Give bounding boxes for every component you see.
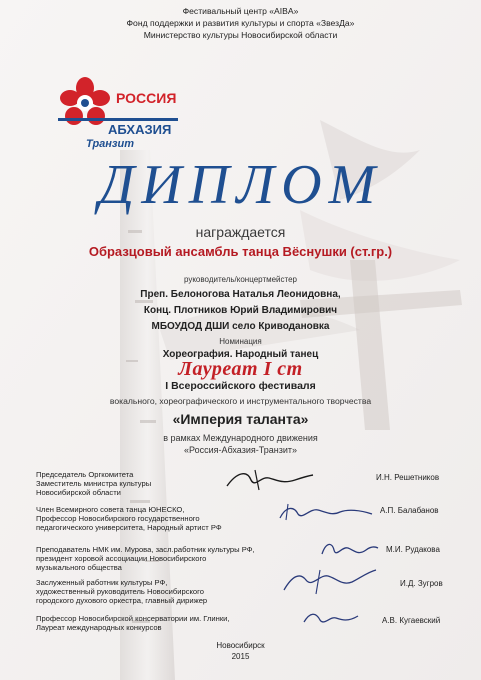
movement-line-1: в рамках Международного движения — [163, 433, 318, 443]
festival-description: вокального, хореографического и инструментального творчества — [109, 396, 372, 406]
signatory-3-name: М.И. Рудакова — [386, 545, 440, 554]
footer-year: 2015 — [231, 652, 250, 661]
signatory-5-name: А.В. Кугаевский — [382, 616, 441, 625]
signature-2-icon — [276, 500, 376, 524]
diploma-title: ДИПЛОМ — [98, 154, 383, 216]
signatory-4-name: И.Д. Зугров — [400, 579, 443, 588]
signatory-1-name: И.Н. Решетников — [376, 473, 440, 482]
signatory-2-title: Член Всемирного совета танца ЮНЕСКО, Профессор Новосибирского государственного педагогического университета, Народный артист РФ — [36, 505, 222, 533]
awarded-label: награждается — [195, 224, 286, 240]
signature-4-icon — [280, 566, 380, 596]
signature-5-icon — [300, 606, 362, 630]
leader-1: Преп. Белоногова Наталья Леонидовна, — [140, 289, 341, 300]
signatory-1-title: Председатель Оргкомитета Заместитель министра культуры Новосибирской области — [36, 470, 152, 498]
signature-1-icon — [225, 466, 315, 494]
nomination-label: Номинация — [219, 337, 262, 346]
signatory-4-title: Заслуженный работник культуры РФ, художественный руководитель Новосибирского городского духового оркестра, главный дирижер — [36, 578, 208, 606]
institution: МБОУДОД ДШИ село Криводановка — [151, 321, 330, 332]
recipient-name: Образцовый ансамбль танца Вёснушки (ст.гр.) — [88, 244, 393, 259]
festival-title: I Всероссийского фестиваля — [165, 380, 316, 392]
festival-name: «Империя таланта» — [172, 411, 309, 427]
header-line-3: Министерство культуры Новосибирской области — [143, 30, 338, 40]
logo-word-abkhazia: АБХАЗИЯ — [108, 122, 172, 137]
footer-city: Новосибирск — [216, 641, 265, 650]
nomination: Хореография. Народный танец — [162, 349, 319, 360]
header-line-2: Фонд поддержки и развития культуры и спорта «ЗвезДа» — [126, 18, 355, 28]
signatory-2-name: А.П. Балабанов — [380, 506, 439, 515]
leaders-label: руководитель/концертмейстер — [183, 275, 297, 284]
signature-3-icon — [318, 538, 380, 562]
movement-line-2: «Россия-Абхазия-Транзит» — [184, 445, 297, 455]
festival-logo — [58, 76, 198, 156]
award-degree: Лауреат I ст — [178, 358, 303, 380]
signatory-3-title: Преподаватель НМК им. Мурова, засл.работник культуры РФ, президент хоровой ассоциации Новосибирского музыкального общества — [36, 545, 255, 573]
logo-stripe — [58, 118, 178, 121]
logo-word-transit: Транзит — [86, 138, 135, 150]
signatory-5-title: Профессор Новосибирской консерватории им. Глинки, Лауреат международных конкурсов — [36, 614, 230, 633]
flower-icon — [58, 76, 112, 130]
logo-word-russia: РОССИЯ — [116, 90, 177, 106]
header-line-1: Фестивальный центр «AIBA» — [182, 6, 299, 16]
leader-2: Конц. Плотников Юрий Владимирович — [143, 305, 338, 316]
